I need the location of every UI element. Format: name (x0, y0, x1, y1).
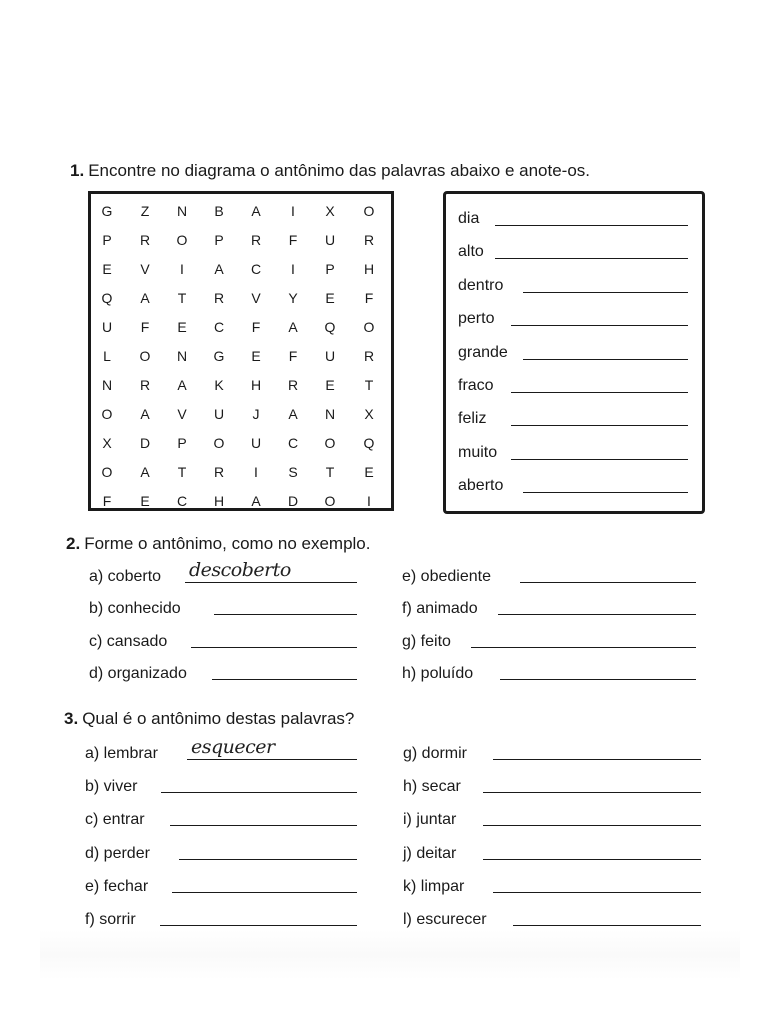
grid-row (91, 400, 391, 429)
grid-letter: I (180, 261, 184, 277)
exercise-label: g) feito (402, 632, 451, 650)
paper-smudge (40, 930, 740, 980)
grid-letter: A (140, 290, 150, 306)
exercise-item (403, 738, 701, 764)
answer-line[interactable] (212, 679, 357, 680)
grid-letter: F (288, 348, 298, 364)
grid-letter: V (177, 406, 187, 422)
grid-letter: L (103, 348, 111, 364)
exercise-item (89, 593, 357, 619)
exercise-item (403, 904, 701, 930)
answer-line[interactable] (160, 925, 357, 926)
grid-letter: B (214, 203, 224, 219)
grid-row (91, 197, 391, 226)
grid-letter: O (139, 348, 151, 364)
answer-line[interactable] (495, 225, 688, 226)
grid-letter: P (177, 435, 187, 451)
answer-line[interactable] (493, 892, 701, 893)
exercise-item (85, 871, 357, 897)
exercise-item (85, 804, 357, 830)
grid-letter: I (291, 261, 295, 277)
grid-letter: A (251, 493, 261, 509)
grid-letter: A (288, 406, 298, 422)
exercise-item (402, 658, 696, 684)
grid-row (91, 429, 391, 458)
grid-letter: C (176, 493, 188, 509)
grid-letter: F (140, 319, 150, 335)
grid-letter: A (288, 319, 298, 335)
grid-letter: X (102, 435, 112, 451)
grid-letter: D (139, 435, 151, 451)
grid-letter: U (101, 319, 113, 335)
grid-letter: O (363, 319, 375, 335)
grid-letter: I (291, 203, 295, 219)
answer-row (456, 304, 688, 330)
exercise-item (402, 561, 696, 587)
grid-row (91, 313, 391, 342)
grid-letter: E (177, 319, 187, 335)
answer-line[interactable] (483, 825, 701, 826)
grid-letter: C (287, 435, 299, 451)
answer-row (456, 438, 688, 464)
grid-letter: N (176, 348, 188, 364)
grid-letter: X (364, 406, 374, 422)
grid-letter: H (213, 493, 225, 509)
exercise-label: d) organizado (89, 664, 187, 682)
exercise-label: h) secar (403, 778, 461, 796)
answer-line[interactable] (185, 582, 357, 583)
exercise-item (85, 838, 357, 864)
grid-letter: E (251, 348, 261, 364)
grid-row (91, 371, 391, 400)
answer-line[interactable] (513, 925, 701, 926)
exercise-item (89, 658, 357, 684)
grid-letter: D (287, 493, 299, 509)
answer-box (443, 191, 705, 514)
grid-letter: O (324, 493, 336, 509)
answer-word: feliz (458, 410, 487, 428)
grid-letter: A (251, 203, 261, 219)
grid-letter: T (177, 290, 187, 306)
grid-letter: X (325, 203, 335, 219)
grid-letter: F (288, 232, 298, 248)
exercise-item (403, 771, 701, 797)
grid-letter: O (363, 203, 375, 219)
exercise-label: e) fechar (85, 877, 149, 895)
answer-line[interactable] (187, 759, 357, 760)
grid-letter: E (102, 261, 112, 277)
exercise-label: c) cansado (89, 632, 168, 650)
answer-row (456, 404, 688, 430)
exercise-label: j) deitar (403, 844, 457, 862)
grid-letter: C (250, 261, 262, 277)
answer-word: muito (458, 443, 498, 461)
grid-row (91, 226, 391, 255)
grid-letter: A (177, 377, 187, 393)
answer-line[interactable] (161, 792, 357, 793)
grid-letter: R (363, 232, 375, 248)
grid-row (91, 284, 391, 313)
grid-letter: E (140, 493, 150, 509)
grid-letter: R (250, 232, 262, 248)
exercise-label: f) animado (402, 600, 478, 618)
answer-line[interactable] (523, 359, 688, 360)
handwritten-answer: descoberto (189, 559, 291, 581)
answer-row (456, 471, 688, 497)
grid-letter: R (213, 464, 225, 480)
answer-line[interactable] (500, 679, 696, 680)
grid-letter: S (288, 464, 298, 480)
answer-word: grande (458, 343, 508, 361)
grid-letter: N (324, 406, 336, 422)
exercise-label: b) conhecido (89, 600, 181, 618)
grid-letter: P (102, 232, 112, 248)
answer-line[interactable] (495, 258, 688, 259)
exercise-label: a) coberto (89, 568, 162, 585)
answer-line[interactable] (520, 582, 696, 583)
exercise-label: a) lembrar (85, 745, 158, 762)
grid-letter: Q (324, 319, 336, 335)
exercise-item (85, 738, 357, 764)
question-instruction: Qual é o antônimo destas palavras? (82, 709, 355, 728)
answer-line[interactable] (471, 647, 696, 648)
exercise-item (89, 626, 357, 652)
answer-line[interactable] (523, 292, 688, 293)
grid-letter: P (214, 232, 224, 248)
grid-letter: T (325, 464, 335, 480)
question-2-title (66, 534, 371, 554)
question-3-title (64, 709, 354, 729)
grid-letter: O (324, 435, 336, 451)
answer-line[interactable] (511, 392, 688, 393)
grid-letter: F (251, 319, 261, 335)
answer-line[interactable] (172, 892, 357, 893)
grid-letter: N (176, 203, 188, 219)
answer-line[interactable] (179, 859, 357, 860)
answer-word: perto (458, 310, 495, 328)
exercise-label: f) sorrir (85, 911, 136, 928)
grid-letter: N (101, 377, 113, 393)
grid-row (91, 458, 391, 487)
grid-letter: R (287, 377, 299, 393)
exercise-item (403, 838, 701, 864)
grid-letter: P (325, 261, 335, 277)
exercise-label: k) limpar (403, 877, 465, 895)
answer-row (456, 371, 688, 397)
exercise-item (402, 626, 696, 652)
grid-letter: J (252, 406, 260, 422)
grid-letter: U (324, 348, 336, 364)
grid-letter: H (250, 377, 262, 393)
grid-letter: A (140, 464, 150, 480)
grid-row (91, 255, 391, 284)
grid-row (91, 342, 391, 371)
answer-word: fraco (458, 377, 494, 394)
exercise-item (403, 871, 701, 897)
grid-letter: A (140, 406, 150, 422)
question-instruction: Encontre no diagrama o antônimo das palavras abaixo e anote-os. (88, 161, 591, 180)
grid-letter: E (364, 464, 374, 480)
grid-letter: I (254, 464, 258, 480)
grid-letter: R (139, 232, 151, 248)
exercise-item (89, 561, 357, 587)
answer-word: dentro (458, 276, 504, 294)
grid-row (91, 487, 391, 516)
exercise-label: l) escurecer (403, 911, 487, 928)
answer-row (456, 271, 688, 297)
answer-line[interactable] (483, 792, 701, 793)
question-1-title (70, 161, 590, 181)
handwritten-answer: esquecer (191, 736, 275, 758)
exercise-label: b) viver (85, 778, 138, 796)
answer-line[interactable] (493, 759, 701, 760)
grid-letter: C (213, 319, 225, 335)
answer-row (456, 338, 688, 364)
answer-word: aberto (458, 477, 504, 495)
grid-letter: R (213, 290, 225, 306)
answer-line[interactable] (170, 825, 357, 826)
grid-letter: U (250, 435, 262, 451)
grid-letter: E (325, 377, 335, 393)
grid-letter: R (139, 377, 151, 393)
question-number: 1. (70, 161, 85, 180)
answer-line[interactable] (511, 425, 688, 426)
answer-line[interactable] (498, 614, 696, 615)
grid-letter: U (213, 406, 225, 422)
exercise-label: g) dormir (403, 745, 468, 762)
grid-letter: G (101, 203, 113, 219)
exercise-label: c) entrar (85, 811, 145, 829)
grid-letter: A (214, 261, 224, 277)
grid-letter: T (177, 464, 187, 480)
grid-letter: G (213, 348, 225, 364)
answer-line[interactable] (511, 325, 688, 326)
grid-letter: Z (140, 203, 150, 219)
exercise-item (85, 904, 357, 930)
question-number: 2. (66, 534, 81, 553)
grid-letter: O (213, 435, 225, 451)
answer-line[interactable] (191, 647, 357, 648)
answer-word: dia (458, 210, 480, 227)
grid-letter: T (364, 377, 374, 393)
grid-letter: Q (101, 290, 113, 306)
grid-letter: K (214, 377, 224, 393)
grid-letter: V (251, 290, 261, 306)
grid-letter: Y (288, 290, 298, 306)
grid-letter: Q (363, 435, 375, 451)
exercise-item (402, 593, 696, 619)
grid-letter: U (324, 232, 336, 248)
grid-letter: I (367, 493, 371, 509)
grid-letter: O (101, 464, 113, 480)
exercise-item (403, 804, 701, 830)
grid-letter: H (363, 261, 375, 277)
exercise-label: d) perder (85, 844, 150, 862)
exercise-label: h) poluído (402, 664, 474, 682)
grid-letter: R (363, 348, 375, 364)
answer-line[interactable] (483, 859, 701, 860)
question-number: 3. (64, 709, 79, 728)
grid-letter: O (101, 406, 113, 422)
answer-line[interactable] (523, 492, 688, 493)
grid-letter: O (176, 232, 188, 248)
exercise-item (85, 771, 357, 797)
answer-row (456, 204, 688, 230)
word-search-grid (88, 191, 394, 511)
grid-letter: V (140, 261, 150, 277)
answer-line[interactable] (214, 614, 357, 615)
answer-word: alto (458, 243, 484, 261)
grid-letter: F (364, 290, 374, 306)
answer-row (456, 237, 688, 263)
question-instruction: Forme o antônimo, como no exemplo. (84, 534, 371, 553)
exercise-label: i) juntar (403, 811, 457, 829)
grid-letter: E (325, 290, 335, 306)
exercise-label: e) obediente (402, 568, 491, 585)
grid-letter: F (102, 493, 112, 509)
answer-line[interactable] (511, 459, 688, 460)
